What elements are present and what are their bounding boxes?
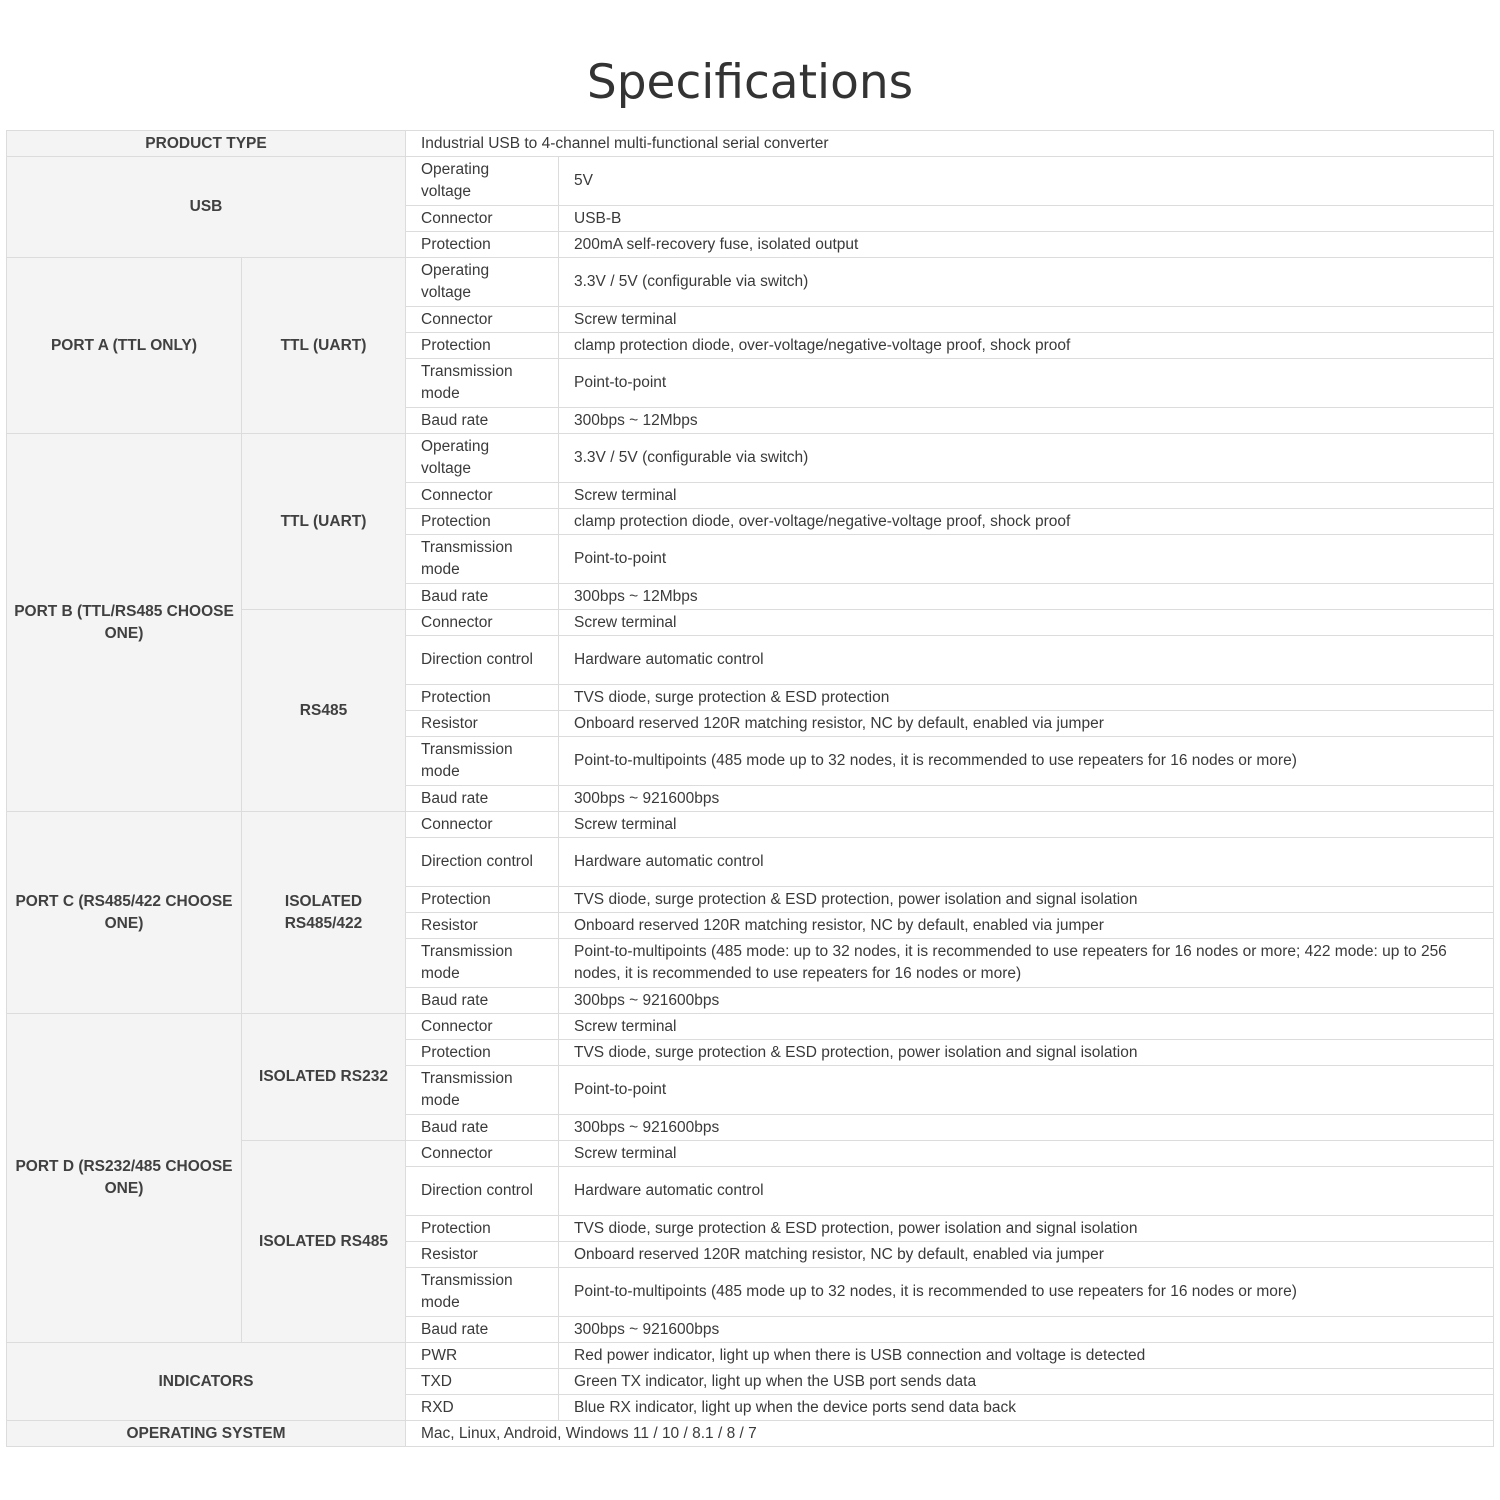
spec-key: Transmission mode [406, 1268, 559, 1317]
spec-value: Screw terminal [559, 812, 1494, 838]
table-row [7, 1421, 1494, 1447]
table-row [7, 812, 1494, 838]
spec-key: Connector [406, 1014, 559, 1040]
spec-key: Baud rate [406, 584, 559, 610]
spec-value: Screw terminal [559, 1014, 1494, 1040]
spec-key: Connector [406, 307, 559, 333]
section-label-indicators: INDICATORS [7, 1343, 406, 1421]
section-label-usb: USB [7, 157, 406, 258]
page-title: Specifications [586, 55, 914, 110]
spec-key: Transmission mode [406, 535, 559, 584]
product-type-value: Industrial USB to 4-channel multi-functional serial converter [406, 131, 1494, 157]
spec-value: Onboard reserved 120R matching resistor, NC by default, enabled via jumper [559, 1242, 1494, 1268]
spec-value: Onboard reserved 120R matching resistor, NC by default, enabled via jumper [559, 711, 1494, 737]
spec-key: Baud rate [406, 1115, 559, 1141]
spec-key: TXD [406, 1369, 559, 1395]
spec-value: Screw terminal [559, 1141, 1494, 1167]
spec-value: Hardware automatic control [559, 636, 1494, 685]
spec-key: RXD [406, 1395, 559, 1421]
spec-value: TVS diode, surge protection & ESD protection, power isolation and signal isolation [559, 1216, 1494, 1242]
spec-key: Operating voltage [406, 258, 559, 307]
spec-key: Baud rate [406, 408, 559, 434]
spec-value: Screw terminal [559, 483, 1494, 509]
spec-value: 300bps ~ 12Mbps [559, 584, 1494, 610]
table-row [7, 131, 1494, 157]
specifications-table [6, 130, 1494, 1447]
table-row [7, 157, 1494, 206]
spec-value: 3.3V / 5V (configurable via switch) [559, 434, 1494, 483]
spec-key: Protection [406, 887, 559, 913]
spec-key: Transmission mode [406, 359, 559, 408]
interface-label: ISOLATED RS232 [242, 1014, 406, 1141]
spec-key: Connector [406, 812, 559, 838]
spec-value: Point-to-multipoints (485 mode up to 32 nodes, it is recommended to use repeaters for 16 nodes or more) [559, 737, 1494, 786]
section-label-port-d: PORT D (RS232/485 CHOOSE ONE) [7, 1014, 242, 1343]
spec-value: Point-to-point [559, 359, 1494, 408]
spec-key: Direction control [406, 838, 559, 887]
spec-value: Hardware automatic control [559, 1167, 1494, 1216]
section-label-operating-system: OPERATING SYSTEM [7, 1421, 406, 1447]
spec-key: Protection [406, 1216, 559, 1242]
spec-value: TVS diode, surge protection & ESD protection [559, 685, 1494, 711]
spec-value: TVS diode, surge protection & ESD protection, power isolation and signal isolation [559, 1040, 1494, 1066]
interface-label: RS485 [242, 610, 406, 812]
spec-key: Protection [406, 509, 559, 535]
interface-label: TTL (UART) [242, 258, 406, 434]
table-row [7, 434, 1494, 483]
spec-key: PWR [406, 1343, 559, 1369]
spec-key: Operating voltage [406, 434, 559, 483]
spec-value: TVS diode, surge protection & ESD protection, power isolation and signal isolation [559, 887, 1494, 913]
spec-key: Direction control [406, 1167, 559, 1216]
spec-value: Point-to-multipoints (485 mode up to 32 nodes, it is recommended to use repeaters for 16 nodes or more) [559, 1268, 1494, 1317]
spec-value: USB-B [559, 206, 1494, 232]
spec-value: clamp protection diode, over-voltage/negative-voltage proof, shock proof [559, 509, 1494, 535]
section-label-port-c: PORT C (RS485/422 CHOOSE ONE) [7, 812, 242, 1014]
spec-key: Operating voltage [406, 157, 559, 206]
spec-value: Green TX indicator, light up when the USB port sends data [559, 1369, 1494, 1395]
spec-key: Protection [406, 1040, 559, 1066]
spec-key: Baud rate [406, 988, 559, 1014]
spec-key: Protection [406, 685, 559, 711]
spec-key: Connector [406, 610, 559, 636]
spec-key: Protection [406, 232, 559, 258]
spec-key: Transmission mode [406, 737, 559, 786]
spec-value: 200mA self-recovery fuse, isolated output [559, 232, 1494, 258]
spec-key: Connector [406, 206, 559, 232]
spec-value: 3.3V / 5V (configurable via switch) [559, 258, 1494, 307]
spec-key: Transmission mode [406, 1066, 559, 1115]
spec-key: Protection [406, 333, 559, 359]
table-row [7, 1343, 1494, 1369]
interface-label: ISOLATED RS485 [242, 1141, 406, 1343]
spec-value: 300bps ~ 921600bps [559, 786, 1494, 812]
spec-value: Point-to-point [559, 535, 1494, 584]
interface-label: ISOLATED RS485/422 [242, 812, 406, 1014]
spec-value: Screw terminal [559, 307, 1494, 333]
spec-value: Screw terminal [559, 610, 1494, 636]
interface-label: TTL (UART) [242, 434, 406, 610]
section-label-port-b: PORT B (TTL/RS485 CHOOSE ONE) [7, 434, 242, 812]
spec-key: Connector [406, 1141, 559, 1167]
spec-key: Baud rate [406, 1317, 559, 1343]
spec-key: Resistor [406, 1242, 559, 1268]
spec-key: Connector [406, 483, 559, 509]
spec-value: 5V [559, 157, 1494, 206]
table-row [7, 258, 1494, 307]
table-row [7, 1014, 1494, 1040]
spec-value: 300bps ~ 921600bps [559, 1115, 1494, 1141]
spec-value: 300bps ~ 921600bps [559, 1317, 1494, 1343]
spec-value: Point-to-multipoints (485 mode: up to 32 nodes, it is recommended to use repeaters for 16 nodes or more; 422 mode: up to 256 nodes, it is recommended to use repeaters for 16 nodes or more) [559, 939, 1494, 988]
spec-value: clamp protection diode, over-voltage/negative-voltage proof, shock proof [559, 333, 1494, 359]
spec-key: Resistor [406, 913, 559, 939]
operating-system-value: Mac, Linux, Android, Windows 11 / 10 / 8.1 / 8 / 7 [406, 1421, 1494, 1447]
spec-key: Transmission mode [406, 939, 559, 988]
spec-value: Blue RX indicator, light up when the device ports send data back [559, 1395, 1494, 1421]
spec-value: 300bps ~ 921600bps [559, 988, 1494, 1014]
spec-value: Point-to-point [559, 1066, 1494, 1115]
spec-key: Direction control [406, 636, 559, 685]
spec-key: Baud rate [406, 786, 559, 812]
spec-value: Red power indicator, light up when there is USB connection and voltage is detected [559, 1343, 1494, 1369]
spec-value: 300bps ~ 12Mbps [559, 408, 1494, 434]
section-label-product-type: PRODUCT TYPE [7, 131, 406, 157]
section-label-port-a: PORT A (TTL ONLY) [7, 258, 242, 434]
spec-key: Resistor [406, 711, 559, 737]
spec-value: Hardware automatic control [559, 838, 1494, 887]
spec-value: Onboard reserved 120R matching resistor, NC by default, enabled via jumper [559, 913, 1494, 939]
